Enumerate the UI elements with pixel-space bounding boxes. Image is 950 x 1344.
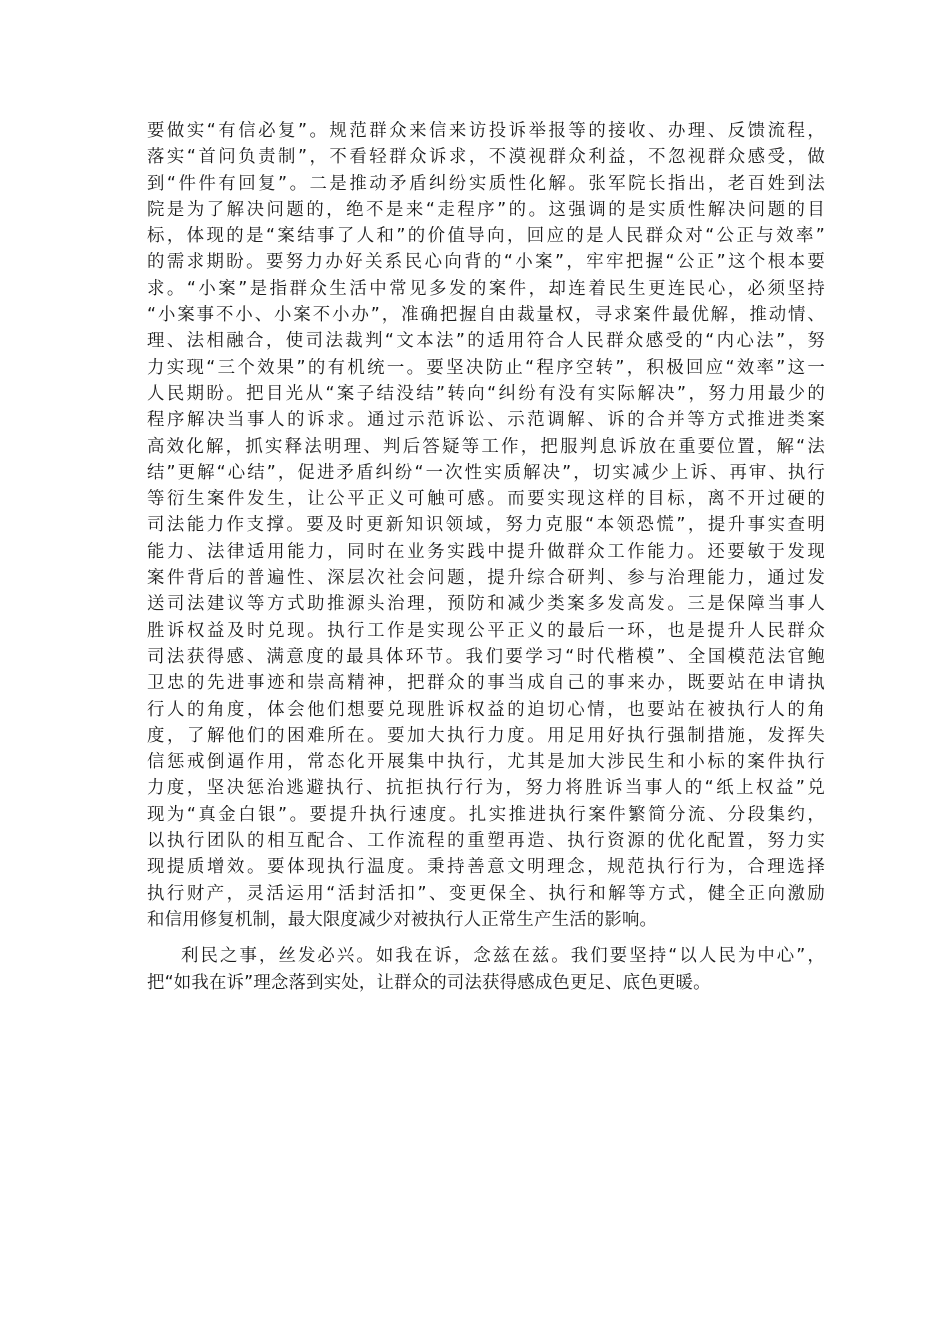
text-line: 院是为了解决问题的，绝不是来“走程序”的。这强调的是实质性解决问题的目 <box>147 199 825 220</box>
text-line: 和信用修复机制，最大限度减少对被执行人正常生产生活的影响。 <box>147 909 658 930</box>
text-line: 到“件件有回复”。二是推动矛盾纠纷实质性化解。张军院长指出，老百姓到法 <box>147 173 825 194</box>
text-line: 高效化解，抓实释法明理、判后答疑等工作，把服判息诉放在重要位置，解“法 <box>147 436 825 457</box>
text-line: 力度，坚决惩治逃避执行、抗拒执行行为，努力将胜诉当事人的“纸上权益”兑 <box>147 778 825 799</box>
text-line: 卫忠的先进事迹和崇高精神，把群众的事当成自己的事来办，既要站在申请执 <box>147 673 825 694</box>
text-line: 以执行团队的相互配合、工作流程的重塑再造、执行资源的优化配置，努力实 <box>147 831 825 852</box>
text-line: 信惩戒倒逼作用，常态化开展集中执行，尤其是加大涉民生和小标的案件执行 <box>147 752 825 773</box>
text-line: 司法获得感、满意度的最具体环节。我们要学习“时代楷模”、全国模范法官鲍 <box>147 646 825 667</box>
text-line: 把“如我在诉”理念落到实处，让群众的司法获得感成色更足、底色更暖。 <box>147 972 711 993</box>
text-line: 落实“首问负责制”，不看轻群众诉求，不漠视群众利益，不忽视群众感受，做 <box>147 147 825 168</box>
text-line: 要做实“有信必复”。规范群众来信来访投诉举报等的接收、办理、反馈流程， <box>147 121 825 141</box>
text-line: 力实现“三个效果”的有机统一。要坚决防止“程序空转”，积极回应“效率”这一 <box>147 357 825 378</box>
text-line: 的需求期盼。要努力办好关系民心向背的“小案”，牢牢把握“公正”这个根本要 <box>147 252 825 273</box>
text-line: 案件背后的普遍性、深层次社会问题，提升综合研判、参与治理能力，通过发 <box>147 568 825 589</box>
text-line: 能力、法律适用能力，同时在业务实践中提升做群众工作能力。还要敏于发现 <box>147 541 825 562</box>
text-line: 胜诉权益及时兑现。执行工作是实现公平正义的最后一环，也是提升人民群众 <box>147 620 825 641</box>
text-line: 人民期盼。把目光从“案子结没结”转向“纠纷有没有实际解决”，努力用最少的 <box>147 383 825 404</box>
text-line: 结”更解“心结”，促进矛盾纠纷“一次性实质解决”，切实减少上诉、再审、执行 <box>147 462 825 483</box>
paragraph-2 <box>147 943 825 996</box>
text-line: 理、法相融合，使司法裁判“文本法”的适用符合人民群众感受的“内心法”，努 <box>147 331 825 352</box>
text-line: 送司法建议等方式助推源头治理，预防和减少类案多发高发。三是保障当事人 <box>147 594 825 615</box>
text-line: 行人的角度，体会他们想要兑现胜诉权益的迫切心情，也要站在被执行人的角 <box>147 699 825 720</box>
text-line: “小案事不小、小案不小办”，准确把握自由裁量权，寻求案件最优解，推动情、 <box>147 305 825 326</box>
text-line: 执行财产，灵活运用“活封活扣”、变更保全、执行和解等方式，健全正向激励 <box>147 883 825 904</box>
text-line: 司法能力作支撑。要及时更新知识领域，努力克服“本领恐慌”，提升事实查明 <box>147 515 825 536</box>
paragraph-1 <box>147 118 825 933</box>
text-line: 求。“小案”是指群众生活中常见多发的案件，却连着民生更连民心，必须坚持 <box>147 278 825 299</box>
text-line: 现为“真金白银”。要提升执行速度。扎实推进执行案件繁简分流、分段集约， <box>147 804 825 825</box>
text-line: 标，体现的是“案结事了人和”的价值导向，回应的是人民群众对“公正与效率” <box>147 226 825 247</box>
text-line: 等衍生案件发生，让公平正义可触可感。而要实现这样的目标，离不开过硬的 <box>147 489 825 510</box>
document-page <box>147 118 825 996</box>
text-line: 程序解决当事人的诉求。通过示范诉讼、示范调解、诉的合并等方式推进类案 <box>147 410 825 431</box>
paragraph-spacer <box>147 933 825 943</box>
text-line: 度，了解他们的困难所在。要加大执行力度。用足用好执行强制措施，发挥失 <box>147 725 825 746</box>
text-line: 现提质增效。要体现执行温度。秉持善意文明理念，规范执行行为，合理选择 <box>147 857 825 878</box>
text-line: 利民之事，丝发必兴。如我在诉，念兹在兹。我们要坚持“以人民为中心”， <box>181 946 825 967</box>
